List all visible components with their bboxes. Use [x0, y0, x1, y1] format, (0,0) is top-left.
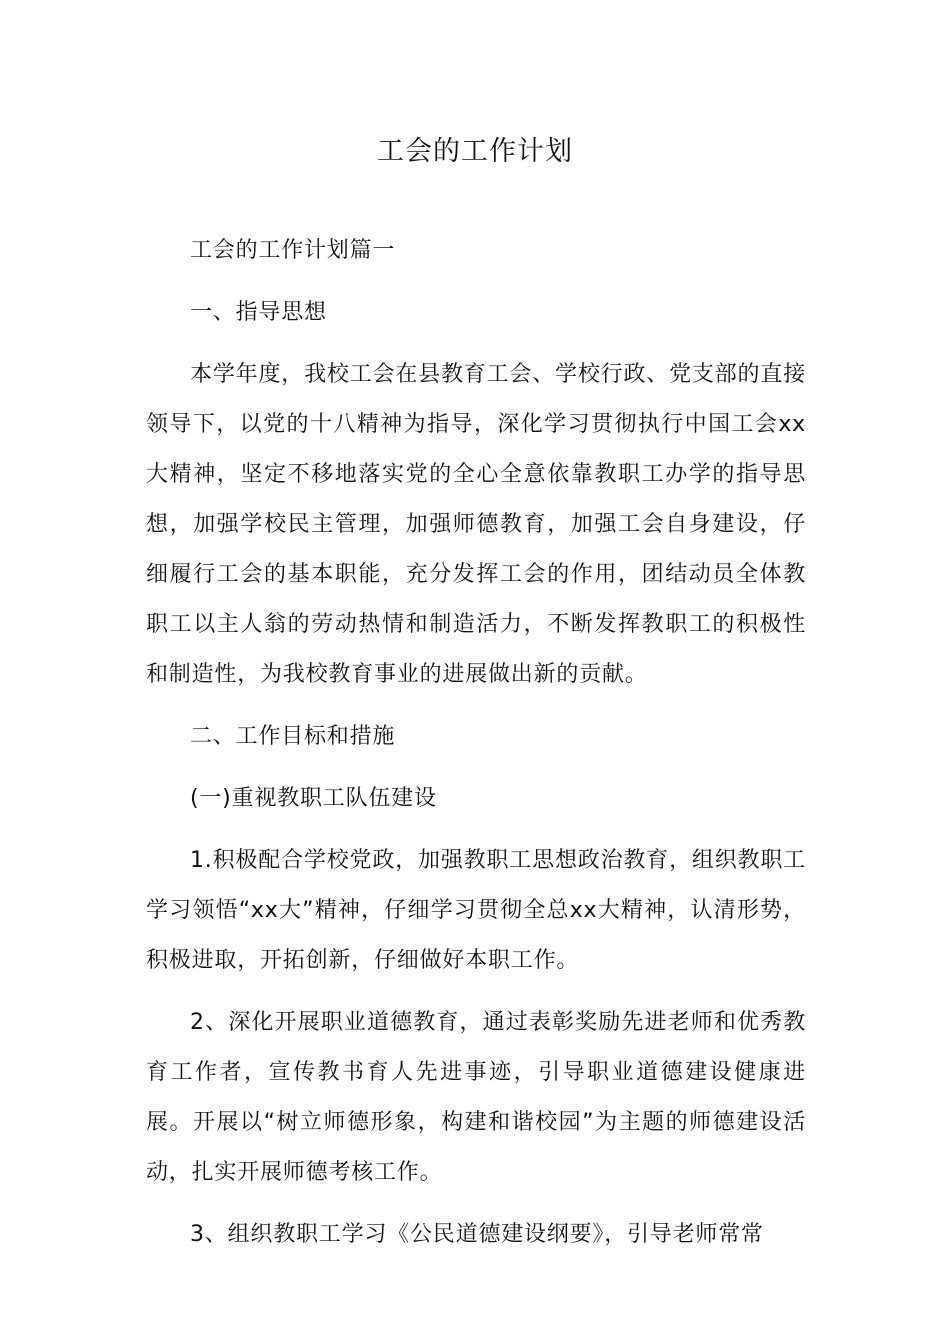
- body-paragraph: 本学年度，我校工会在县教育工会、学校行政、党支部的直接领导下，以党的十八精神为指导，深化学习贯彻执行中国工会xx大精神，坚定不移地落实党的全心全意依靠教职工办学的指导思想，加强学校民主管理，加强师德教育，加强工会自身建设，仔细履行工会的基本职能，充分发挥工会的作用，团结动员全体教职工以主人翁的劳动热情和制造活力，不断发挥教职工的积极性和制造性，为我校教育事业的进展做出新的贡献。: [146, 362, 806, 687]
- body-paragraph: 2、深化开展职业道德教育，通过表彰奖励先进老师和优秀教育工作者，宣传教书育人先进事迹，引导职业道德建设健康进展。开展以“树立师德形象，构建和谐校园”为主题的师德建设活动，扎实开展师德考核工作。: [146, 1010, 806, 1185]
- section-heading: 工会的工作计划篇一: [190, 238, 396, 263]
- document-body: [146, 226, 806, 1272]
- section-heading: 一、指导思想: [190, 300, 327, 325]
- section-heading: 二、工作目标和措施: [190, 724, 396, 749]
- body-paragraph: 3、组织教职工学习《公民道德建设纲要》，引导老师常常: [190, 1222, 764, 1247]
- body-paragraph: 1.积极配合学校党政，加强教职工思想政治教育，组织教职工学习领悟“xx大”精神，仔细学习贯彻全总xx大精神，认清形势，积极进取，开拓创新，仔细做好本职工作。: [146, 848, 806, 973]
- document-title: 工会的工作计划: [377, 136, 573, 167]
- subsection-heading: (一)重视教职工队伍建设: [190, 786, 437, 811]
